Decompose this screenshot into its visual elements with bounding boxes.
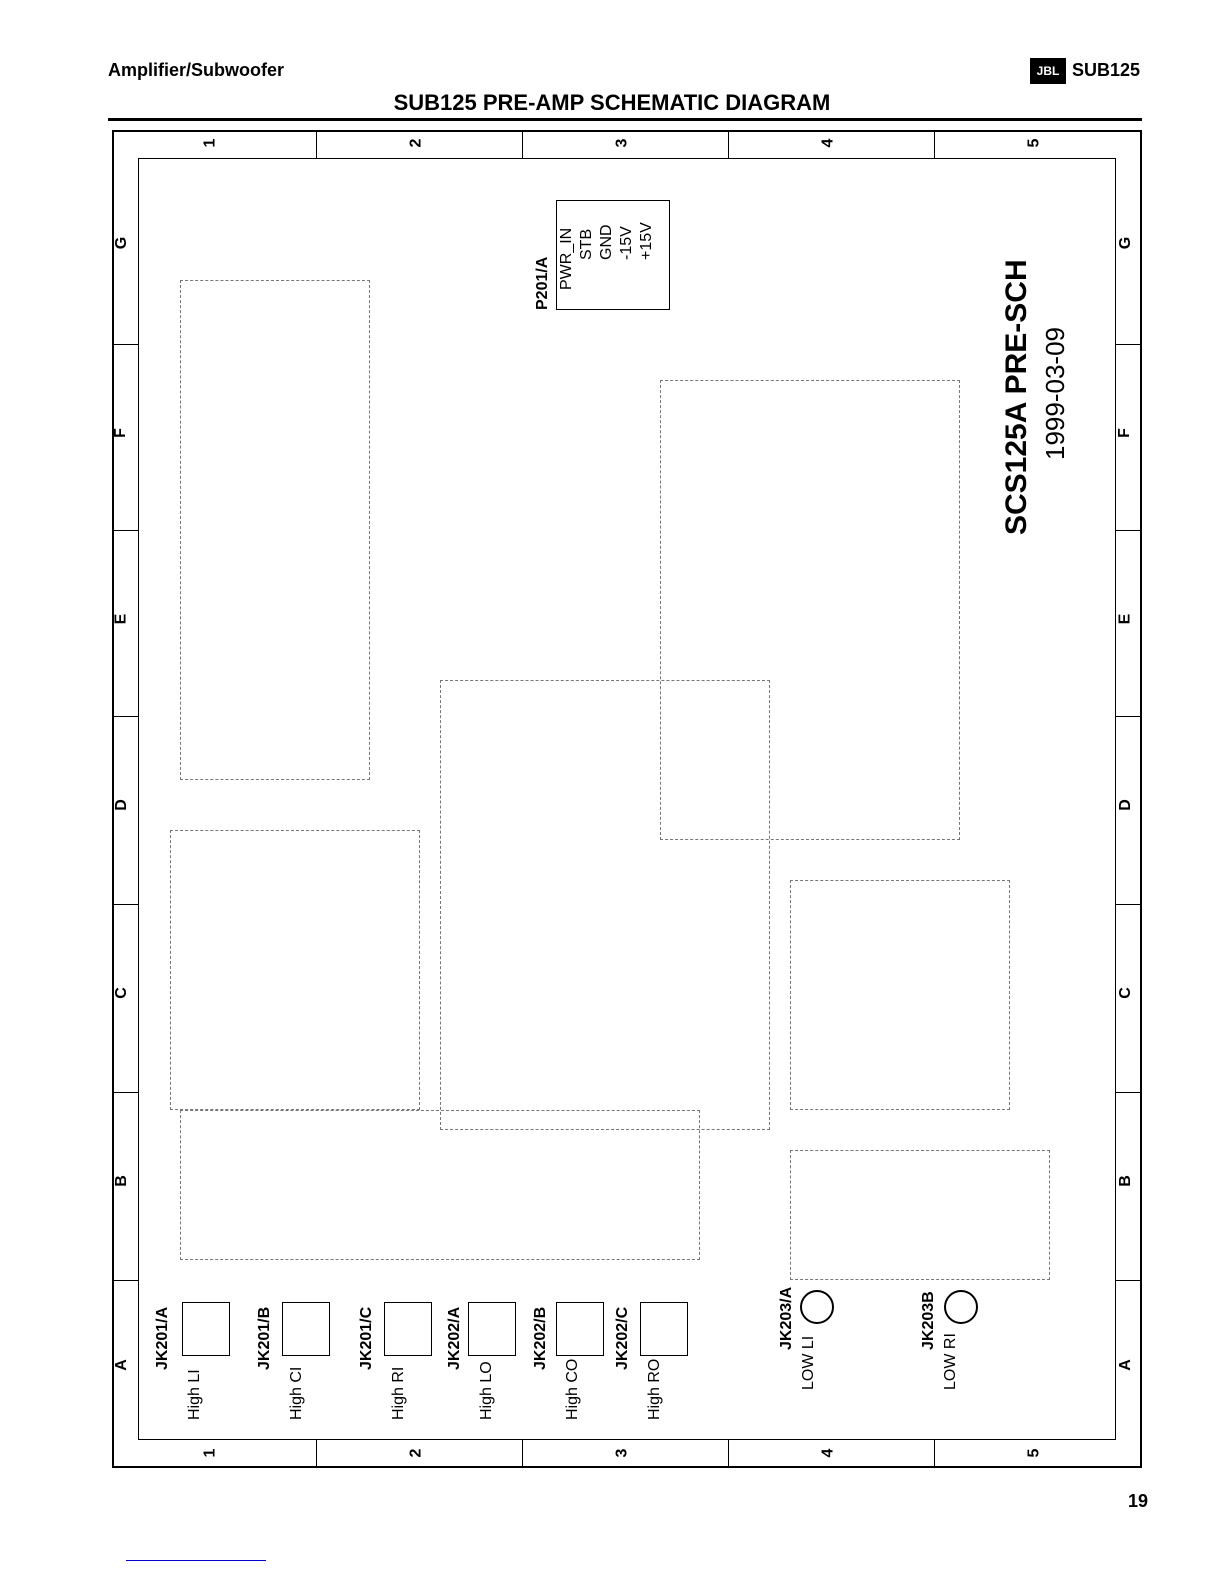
grid-tick (1116, 1092, 1141, 1093)
grid-tick (522, 1440, 523, 1467)
jack-jk202b-label: High CO (564, 1358, 581, 1420)
jack-jk201c-label: High RI (390, 1366, 407, 1420)
power-pin-stb: STB (578, 228, 595, 260)
grid-row-right-c: C (1116, 987, 1134, 999)
grid-col-bottom-2: 2 (407, 1448, 425, 1458)
grid-tick (1116, 530, 1141, 531)
footer-link-underline[interactable] (126, 1560, 266, 1561)
header-model-label: SUB125 (1071, 60, 1140, 80)
auto-on-detector-ic204b-block (660, 380, 960, 840)
grid-col-bottom-3: 3 (613, 1448, 631, 1458)
jack-jk202a (468, 1302, 516, 1356)
grid-row-left-d: D (112, 799, 130, 811)
grid-tick (522, 131, 523, 158)
header-section-label: Amplifier/Subwoofer (108, 60, 285, 80)
grid-row-right-b: B (1116, 1175, 1134, 1187)
grid-tick (113, 344, 138, 345)
grid-row-left-c: C (112, 987, 130, 999)
jack-jk202a-label: High LO (478, 1361, 495, 1420)
grid-col-top-3: 3 (613, 138, 631, 148)
grid-col-top-4: 4 (819, 138, 837, 148)
jack-jk202c-label: High RO (646, 1358, 663, 1420)
grid-col-bottom-4: 4 (819, 1448, 837, 1458)
power-pin-minus-15v: -15V (618, 226, 635, 260)
grid-tick (113, 530, 138, 531)
power-pin-plus-15v: +15V (638, 222, 655, 260)
jack-jk201c (384, 1302, 432, 1356)
page-title: SUB125 PRE-AMP SCHEMATIC DIAGRAM (393, 90, 831, 115)
grid-row-left-a: A (112, 1359, 130, 1371)
schematic-title-block: SCS125A PRE-SCH (1000, 259, 1033, 535)
grid-col-top-5: 5 (1025, 138, 1043, 148)
grid-row-right-g: G (1117, 236, 1135, 250)
grid-tick (113, 716, 138, 717)
jack-jk201a-label: High LI (186, 1369, 203, 1420)
grid-tick (316, 131, 317, 158)
grid-tick (1116, 344, 1141, 345)
grid-tick (1116, 716, 1141, 717)
grid-tick (728, 1440, 729, 1467)
jack-jk203a-label: LOW LI (800, 1335, 817, 1390)
jack-jk203b-label: LOW RI (942, 1333, 959, 1390)
schematic-date: 1999-03-09 (1040, 327, 1070, 460)
power-pin-pwr-in: PWR_IN (558, 227, 575, 290)
rca-jack-jk203a (800, 1290, 834, 1324)
grid-row-right-f: F (1115, 428, 1133, 438)
grid-tick (1116, 904, 1141, 905)
opamp-filter-stage-ic203-block (180, 280, 370, 780)
input-mixer-stage-ic201a-block (170, 830, 420, 1110)
grid-tick (728, 131, 729, 158)
jbl-logo: JBL (1030, 58, 1066, 84)
jack-jk201a-ref: JK201/A (154, 1306, 171, 1370)
power-connector-ref: P201/A (534, 256, 551, 310)
input-resistor-network-block (180, 1110, 700, 1260)
grid-row-left-e: E (112, 613, 130, 625)
comparator-stage-ic204a-block (790, 880, 1010, 1110)
title-divider (108, 118, 1142, 121)
grid-tick (113, 904, 138, 905)
rca-jack-jk203b (944, 1290, 978, 1324)
grid-col-bottom-1: 1 (201, 1448, 219, 1458)
jack-jk202c-ref: JK202/C (614, 1306, 631, 1370)
grid-col-top-1: 1 (201, 138, 219, 148)
grid-row-left-g: G (113, 236, 131, 250)
grid-tick (316, 1440, 317, 1467)
jack-jk201a (182, 1302, 230, 1356)
grid-tick (113, 1280, 138, 1281)
grid-row-right-d: D (1116, 799, 1134, 811)
low-input-resistor-network-block (790, 1150, 1050, 1280)
grid-row-left-f: F (111, 428, 129, 438)
grid-tick (934, 1440, 935, 1467)
grid-col-bottom-5: 5 (1025, 1448, 1043, 1458)
jack-jk201b-label: High CI (288, 1366, 305, 1420)
jack-jk201b (282, 1302, 330, 1356)
page-number: 19 (1127, 1491, 1148, 1511)
grid-row-right-e: E (1116, 613, 1134, 625)
jack-jk201b-ref: JK201/B (256, 1306, 273, 1370)
power-pin-gnd: GND (598, 224, 615, 260)
grid-tick (113, 1092, 138, 1093)
grid-row-right-a: A (1116, 1359, 1134, 1371)
jack-jk202b-ref: JK202/B (532, 1306, 549, 1370)
grid-tick (934, 131, 935, 158)
jack-jk203a-ref: JK203/A (778, 1286, 795, 1350)
grid-tick (1116, 1280, 1141, 1281)
grid-row-left-b: B (112, 1175, 130, 1187)
grid-col-top-2: 2 (407, 138, 425, 148)
jack-jk203b-ref: JK203B (920, 1291, 937, 1350)
jack-jk201c-ref: JK201/C (358, 1306, 375, 1370)
jack-jk202a-ref: JK202/A (446, 1306, 463, 1370)
jack-jk202c (640, 1302, 688, 1356)
jack-jk202b (556, 1302, 604, 1356)
